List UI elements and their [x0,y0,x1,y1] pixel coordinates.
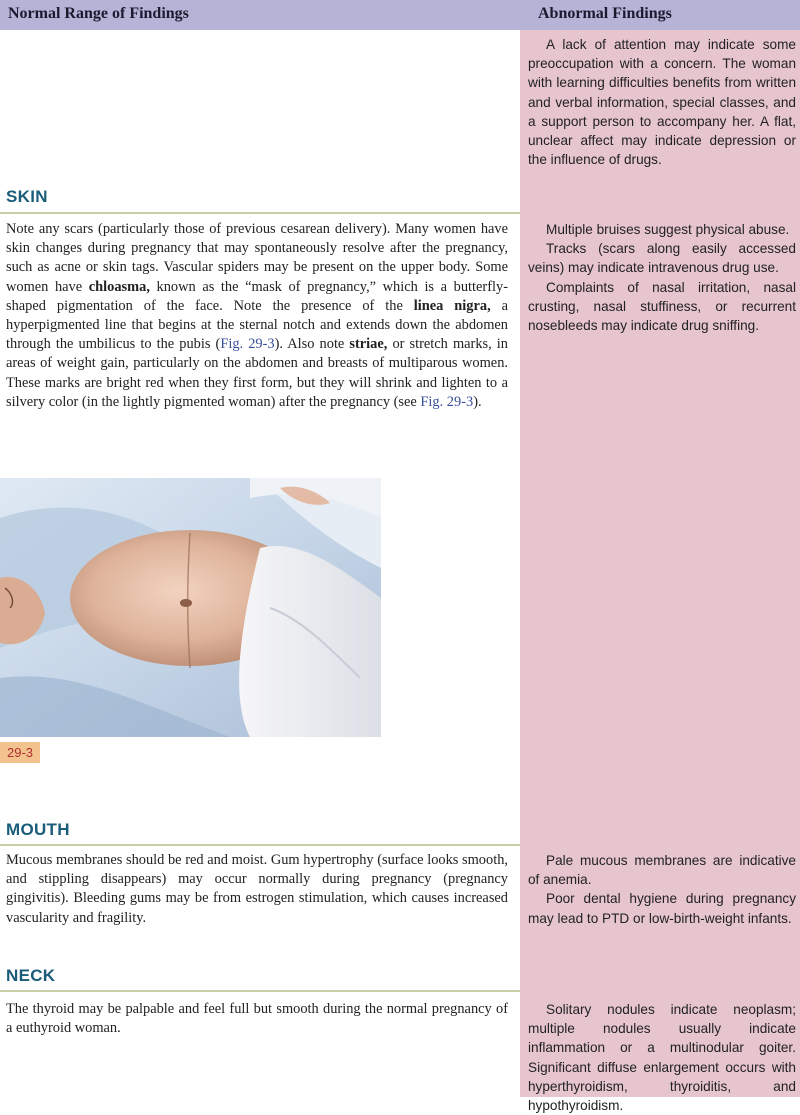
neck-section-title: NECK [6,966,56,985]
neck-abnormal-text [528,1000,796,1115]
figure-reference-link[interactable]: Fig. 29-3 [420,393,474,410]
abnormal-findings-header: Abnormal Findings [538,5,672,22]
abnormal-paragraph: Poor dental hygiene during pregnancy may lead to PTD or low-birth-weight infants. [528,891,796,926]
figure-reference-link[interactable]: Fig. 29-3 [220,336,275,353]
abnormal-paragraph: A lack of attention may indicate some preoccupation with a concern. The woman with learning difficulties benefits from written and verbal information, special classes, and a support person to accompany her. A flat, unclear affect may indicate depression or the influence of drugs. [528,37,796,168]
table-header [0,0,800,30]
abnormal-paragraph: Tracks (scars along easily accessed veins) may indicate intravenous drug use. [528,241,796,276]
skin-normal-paragraph: Note any scars (particularly those of previous cesarean delivery). Many women have skin changes during pregnancy that may spontaneously resolve after the pregnancy, such as acne or skin tags. Vascular spiders may be present on the upper body. Some women have chloasma, known as the “mask of pregnancy,” which is a butterfly-shaped pigmentation of the face. Note the presence of the linea nigra, a hyperpigmented line that begins at the sternal notch and extends down the abdomen through the umbilicus to the pubis (Fig. 29-3). Also note striae, or stretch marks, in areas of weight gain, particularly on the abdomen and breasts of multiparous women. These marks are bright red when they first form, but they will shrink and lighten to a silvery color (in the lightly pigmented woman) after the pregnancy (see Fig. 29-3). [6,221,508,410]
abnormal-paragraph: Complaints of nasal irritation, nasal crusting, nasal stuffiness, or recurrent nosebleeds may indicate drug sniffing. [528,279,796,334]
mouth-abnormal-text [528,851,796,928]
section-divider [0,990,520,992]
skin-abnormal-text [528,220,796,335]
mouth-section-title: MOUTH [6,820,70,839]
neck-normal-text [6,1000,508,1038]
abnormal-findings-column [520,30,800,1097]
figure-label: 29-3 [0,742,40,763]
mouth-normal-text [6,851,508,928]
section-divider [0,212,520,214]
normal-findings-header: Normal Range of Findings [8,5,189,22]
skin-normal-text [6,220,508,412]
mouth-normal-paragraph: Mucous membranes should be red and moist. Gum hypertrophy (surface looks smooth, and stippling disappears) may occur normally during pregnancy (pregnancy gingivitis). Bleeding gums may be from estrogen stimulation, which causes increased vascularity and fragility. [6,852,508,926]
abnormal-paragraph: Pale mucous membranes are indicative of anemia. [528,853,796,888]
section-divider [0,844,520,846]
neck-normal-paragraph: The thyroid may be palpable and feel full but smooth during the normal pregnancy of a euthyroid woman. [6,1001,508,1037]
intro-abnormal-text [528,35,796,169]
abnormal-paragraph: Multiple bruises suggest physical abuse. [546,222,790,237]
abnormal-paragraph: Solitary nodules indicate neoplasm; multiple nodules usually indicate inflammation or a multinodular goiter. Significant diffuse enlargement occurs with hyperthyroidism, thyroiditis, and hypothyroidism. [528,1002,796,1114]
pregnant-abdomen-photo [0,478,381,737]
skin-section-title: SKIN [6,187,48,206]
